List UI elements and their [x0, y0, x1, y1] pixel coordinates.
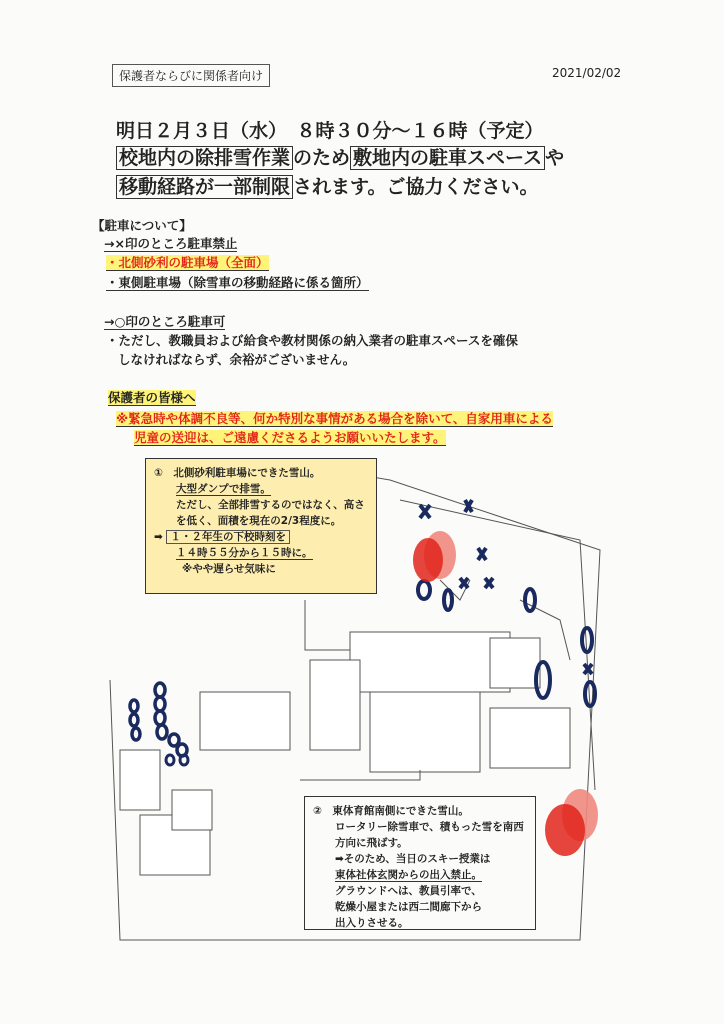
guardians-line1-text: ※緊急時や体調不良等、何か特別な事情がある場合を除いて、自家用車による	[116, 411, 553, 426]
notice-date: 2021/02/02	[552, 66, 622, 80]
guardians-title-text: 保護者の皆様へ	[108, 390, 196, 405]
parking-section-title: 【駐車について】	[92, 218, 192, 233]
callout1-line2	[154, 481, 368, 497]
callout1-line5: １・２年生の下校時刻を	[166, 530, 290, 544]
callout1-line2-text: 大型ダンプで排雪。	[176, 483, 271, 495]
headline-line1: 明日２月３日（水） ８時３０分～１６時（予定）	[116, 120, 544, 142]
no-parking-heading	[104, 234, 237, 252]
callout2-line2: ロータリー除雪車で、積もった雪を南西方向に飛ばす。	[335, 821, 524, 849]
headline-box-route: 移動経路が一部制限	[116, 175, 293, 199]
callout2-line7-text: 出入りさせる。	[335, 917, 409, 929]
callout2-line3: ➡そのため、当日のスキー授業は	[335, 853, 491, 865]
headline-line3	[116, 172, 539, 202]
callout2-line4	[313, 867, 527, 883]
callout-north-snow	[145, 458, 377, 594]
headline-box-parking: 敷地内の駐車スペース	[350, 146, 545, 170]
audience-label: 保護者ならびに関係者向け	[112, 64, 270, 87]
snow-pile-north	[413, 531, 456, 582]
guardians-line1	[116, 409, 553, 427]
callout1-line4	[154, 529, 368, 545]
headline-text: のため	[293, 147, 351, 169]
callout-south-snow	[304, 796, 536, 930]
no-parking-item1-text: ・北側砂利の駐車場（全面）	[106, 255, 269, 270]
snow-pile-south	[545, 789, 598, 856]
callout2-line7	[313, 915, 527, 931]
no-parking-item2	[106, 273, 369, 291]
parking-note-line2: しなければならず、余裕がございません。	[118, 352, 356, 367]
callout2-line4-text: 東体社体玄関からの出入禁止。	[335, 869, 482, 881]
headline-text: や	[545, 147, 565, 169]
ok-parking-text: →○印のところ駐車可	[104, 314, 226, 329]
callout1-line3: ただし、全部排雪するのではなく、高さを低く、面積を現在の2/3程度に。	[176, 499, 365, 527]
callout1-line7: ※やや遅らせ気味に	[182, 563, 276, 575]
callout2-line5: グラウンドへは、教員引率で、	[335, 885, 482, 897]
guardians-line2-text: 児童の送迎は、ご遠慮くださるようお願いいたします。	[134, 430, 446, 445]
no-parking-item1	[106, 253, 269, 271]
arrow-icon: ➡	[154, 531, 163, 543]
parking-note-line1: ・ただし、教職員および給食や教材関係の納入業者の駐車スペースを確保	[106, 333, 518, 348]
headline-box-snow-work: 校地内の除排雪作業	[116, 146, 293, 170]
west-parking-ok-marks	[130, 683, 187, 756]
no-parking-text: →×印のところ駐車禁止	[104, 236, 238, 251]
callout1-line6-text: １４時５５分から１５時に。	[176, 547, 313, 559]
guardians-title	[108, 388, 196, 406]
ok-parking-heading	[104, 312, 225, 330]
callout2-line1: ② 東体育館南側にできた雪山。	[313, 805, 469, 817]
headline-line2	[116, 143, 564, 173]
callout1-line1: ① 北側砂利駐車場にできた雪山。	[154, 467, 321, 479]
headline-text: されます。ご協力ください。	[293, 176, 539, 198]
callout2-line6: 乾燥小屋または西二間廊下から	[335, 901, 482, 913]
callout1-line6	[154, 545, 368, 561]
no-parking-item2-text: ・東側駐車場（除雪車の移動経路に係る箇所）	[106, 275, 369, 290]
guardians-line2	[134, 428, 446, 446]
